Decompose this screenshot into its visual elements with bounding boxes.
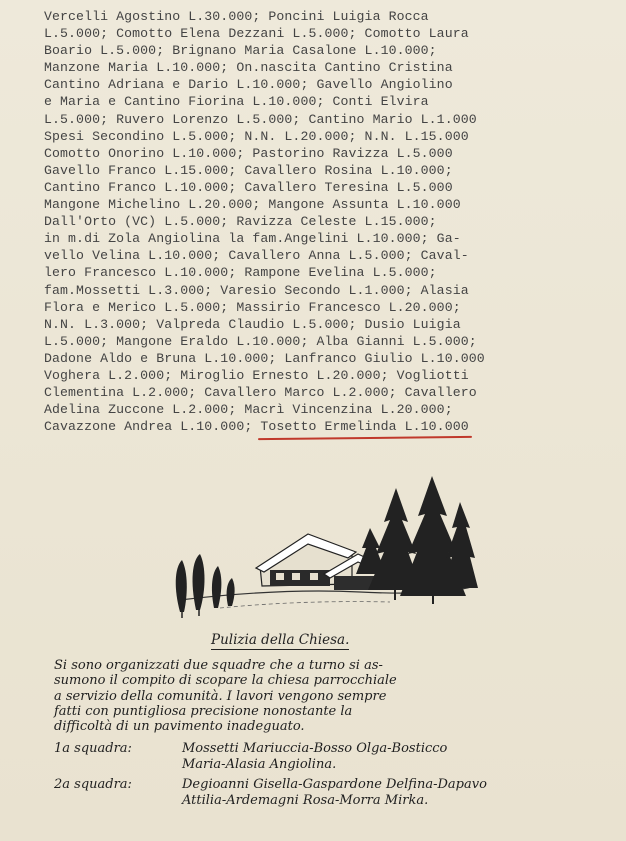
snowy-chalet-with-fir-trees-icon xyxy=(160,462,480,622)
donation-line: Adelina Zuccone L.2.000; Macrì Vincenzina L.20.000; xyxy=(44,402,453,418)
donation-line: Voghera L.2.000; Miroglio Ernesto L.20.000; Vogliotti xyxy=(44,367,469,383)
donation-line: Manzone Maria L.10.000; On.nascita Cantino Cristina xyxy=(44,60,453,76)
donation-line: fam.Mossetti L.3.000; Varesio Secondo L.1.000; Alasia xyxy=(44,282,469,298)
donation-line: Dadone Aldo e Bruna L.10.000; Lanfranco Giulio L.10.000 xyxy=(44,350,485,366)
body-line: sumono il compito di scopare la chiesa parrocchiale xyxy=(54,673,397,689)
squad-member-line: Mossetti Mariuccia-Bosso Olga-Bosticco xyxy=(182,741,448,756)
donation-line: Spesi Secondino L.5.000; N.N. L.20.000; N.N. L.15.000 xyxy=(44,128,469,144)
donation-line: L.5.000; Ruvero Lorenzo L.5.000; Cantino Mario L.1.000 xyxy=(44,111,477,127)
donation-last-prefix: Cavazzone Andrea L.10.000; xyxy=(44,419,261,435)
donation-line: Dall'Orto (VC) L.5.000; Ravizza Celeste L.15.000; xyxy=(44,214,437,230)
squad-members xyxy=(182,741,620,773)
squad-member-line: Attilia-Ardemagni Rosa-Morra Mirka. xyxy=(182,793,429,808)
donation-line: lero Francesco L.10.000; Rampone Evelina L.5.000; xyxy=(44,265,437,281)
squad-label: 2a squadra: xyxy=(54,777,132,792)
body-line: difficoltà di un pavimento inadeguato. xyxy=(54,719,305,735)
donation-line: Cantino Franco L.10.000; Cavallero Teresina L.5.000 xyxy=(44,179,453,195)
donation-line: Gavello Franco L.15.000; Cavallero Rosina L.10.000; xyxy=(44,162,453,178)
squad-member-line: Maria-Alasia Angiolina. xyxy=(182,757,337,772)
donation-line: e Maria e Cantino Fiorina L.10.000; Conti Elvira xyxy=(44,94,429,110)
donation-line: L.5.000; Mangone Eraldo L.10.000; Alba Gianni L.5.000; xyxy=(44,333,477,349)
donation-line: Boario L.5.000; Brignano Maria Casalone L.10.000; xyxy=(44,43,437,59)
donation-line: L.5.000; Comotto Elena Dezzani L.5.000; Comotto Laura xyxy=(44,26,469,42)
donation-line: Vercelli Agostino L.30.000; Poncini Luigia Rocca xyxy=(44,9,429,24)
squad-member-line: Degioanni Gisella-Gaspardone Delfina-Dapavo xyxy=(182,777,487,792)
squads-list xyxy=(54,741,620,809)
donation-line: in m.di Zola Angiolina la fam.Angelini L.10.000; Ga- xyxy=(44,231,461,247)
body-line: fatti con puntigliosa precisione nonostante la xyxy=(54,703,353,719)
squad-members xyxy=(182,777,620,809)
squad-row xyxy=(54,777,620,809)
donation-line-last xyxy=(44,418,614,435)
donation-underlined-entry: Tosetto Ermelinda L.10.000 xyxy=(260,419,469,435)
squad-label: 1a squadra: xyxy=(54,741,132,756)
section-title: Pulizia della Chiesa. xyxy=(211,632,350,648)
donation-line: Mangone Michelino L.20.000; Mangone Assunta L.10.000 xyxy=(44,197,461,213)
squad-row xyxy=(54,741,620,773)
donations-list xyxy=(44,8,614,435)
donation-line: Flora e Merico L.5.000; Massirio Francesco L.20.000; xyxy=(44,299,461,315)
section-body xyxy=(54,658,614,734)
body-line: a servizio della comunità. I lavori vengono sempre xyxy=(54,688,387,704)
donation-line: vello Velina L.10.000; Cavallero Anna L.5.000; Caval- xyxy=(44,248,469,264)
body-line: Si sono organizzati due squadre che a turno si as- xyxy=(54,658,383,673)
donation-line: Clementina L.2.000; Cavallero Marco L.2.000; Cavallero xyxy=(44,385,477,401)
donation-line: N.N. L.3.000; Valpreda Claudio L.5.000; Dusio Luigia xyxy=(44,316,461,332)
donation-line: Cantino Adriana e Dario L.10.000; Gavello Angiolino xyxy=(44,77,453,93)
donation-line: Comotto Onorino L.10.000; Pastorino Ravizza L.5.000 xyxy=(44,145,453,161)
